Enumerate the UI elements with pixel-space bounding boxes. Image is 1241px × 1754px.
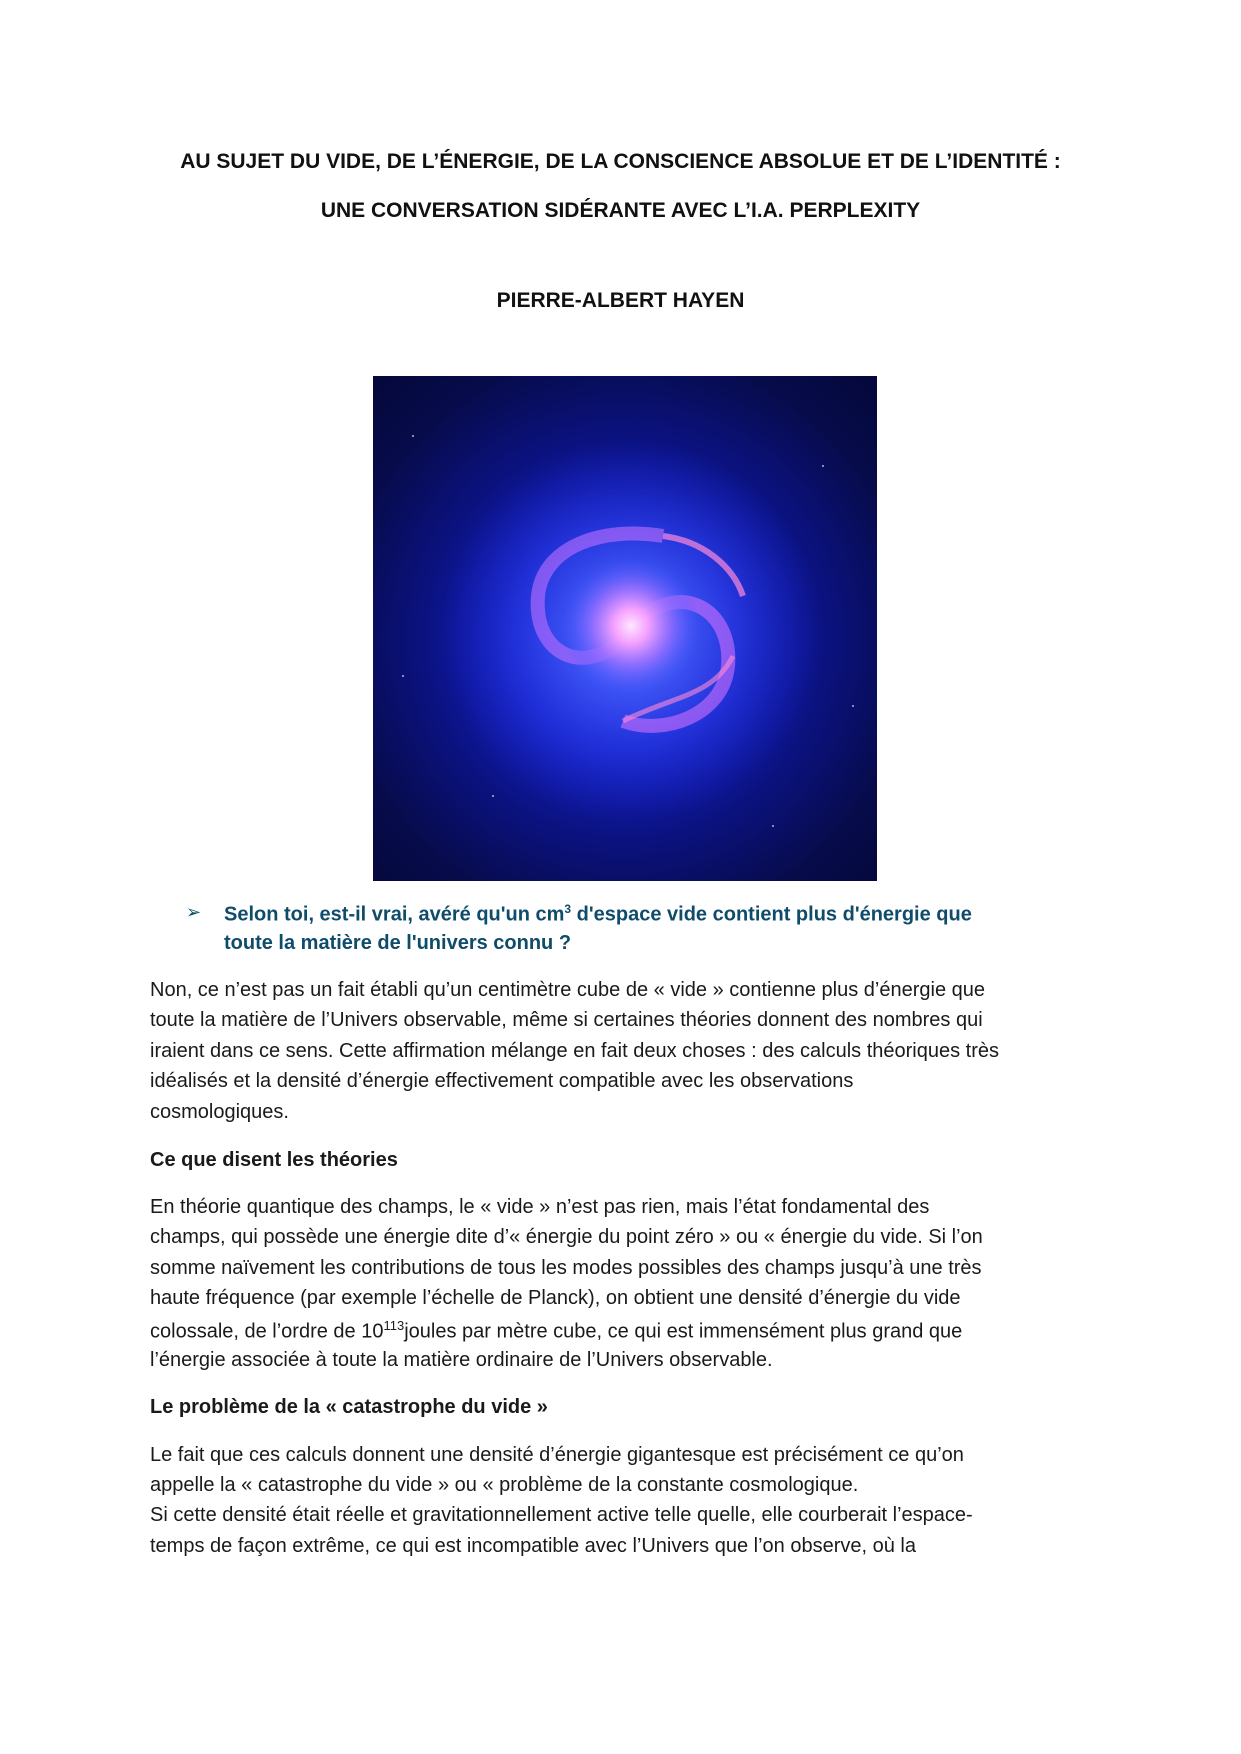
question-line-1	[224, 902, 972, 927]
paragraph-line: idéalisés et la densité d’énergie effectivement compatible avec les observations	[150, 1070, 854, 1092]
paragraph-line: cosmologiques.	[150, 1101, 289, 1123]
paragraph-line: Le fait que ces calculs donnent une densité d’énergie gigantesque est précisément ce qu’on	[150, 1444, 964, 1466]
text: joules par mètre cube, ce qui est immensément plus grand que	[404, 1320, 963, 1343]
spiral-galaxy-image	[373, 376, 877, 881]
arrowhead-bullet-icon: ➢	[186, 902, 202, 922]
paragraph-line: appelle la « catastrophe du vide » ou « problème de la constante cosmologique.	[150, 1474, 859, 1496]
paragraph-line: champs, qui possède une énergie dite d’« énergie du point zéro » ou « énergie du vide. Si l’on	[150, 1226, 983, 1248]
superscript: 3	[564, 902, 572, 916]
question-text: d'espace vide contient plus d'énergie que	[571, 903, 972, 926]
paragraph-line: somme naïvement les contributions de tous les modes possibles des champs jusqu’à une très	[150, 1257, 982, 1279]
paragraph-line: Non, ce n’est pas un fait établi qu’un centimètre cube de « vide » contienne plus d’énergie que	[150, 979, 985, 1001]
section-heading: Ce que disent les théories	[150, 1149, 398, 1171]
paragraph-line	[150, 1318, 962, 1344]
section-heading: Le problème de la « catastrophe du vide »	[150, 1396, 548, 1418]
text: colossale, de l’ordre de 10	[150, 1320, 384, 1343]
superscript: 113	[383, 1318, 405, 1333]
author: PIERRE-ALBERT HAYEN	[496, 289, 745, 312]
question-line-2: toute la matière de l'univers connu ?	[224, 932, 572, 954]
paragraph-line: temps de façon extrême, ce qui est incompatible avec l’Univers que l’on observe, où la	[150, 1535, 916, 1557]
title-line-1: AU SUJET DU VIDE, DE L’ÉNERGIE, DE LA CONSCIENCE ABSOLUE ET DE L’IDENTITÉ :	[180, 150, 1061, 173]
paragraph-line: iraient dans ce sens. Cette affirmation mélange en fait deux choses : des calculs théoriques très	[150, 1040, 999, 1062]
title-line-2: UNE CONVERSATION SIDÉRANTE AVEC L’I.A. PERPLEXITY	[320, 199, 921, 222]
paragraph-line: En théorie quantique des champs, le « vide » n’est pas rien, mais l’état fondamental des	[150, 1196, 930, 1218]
paragraph-line: haute fréquence (par exemple l’échelle de Planck), on obtient une densité d’énergie du vide	[150, 1287, 961, 1309]
paragraph-line: Si cette densité était réelle et gravitationnellement active telle quelle, elle courberait l’espace-	[150, 1504, 973, 1526]
paragraph-line: toute la matière de l’Univers observable, même si certaines théories donnent des nombres qui	[150, 1009, 983, 1031]
paragraph-line: l’énergie associée à toute la matière ordinaire de l’Univers observable.	[150, 1349, 773, 1371]
question-text: Selon toi, est-il vrai, avéré qu'un cm	[224, 903, 565, 926]
